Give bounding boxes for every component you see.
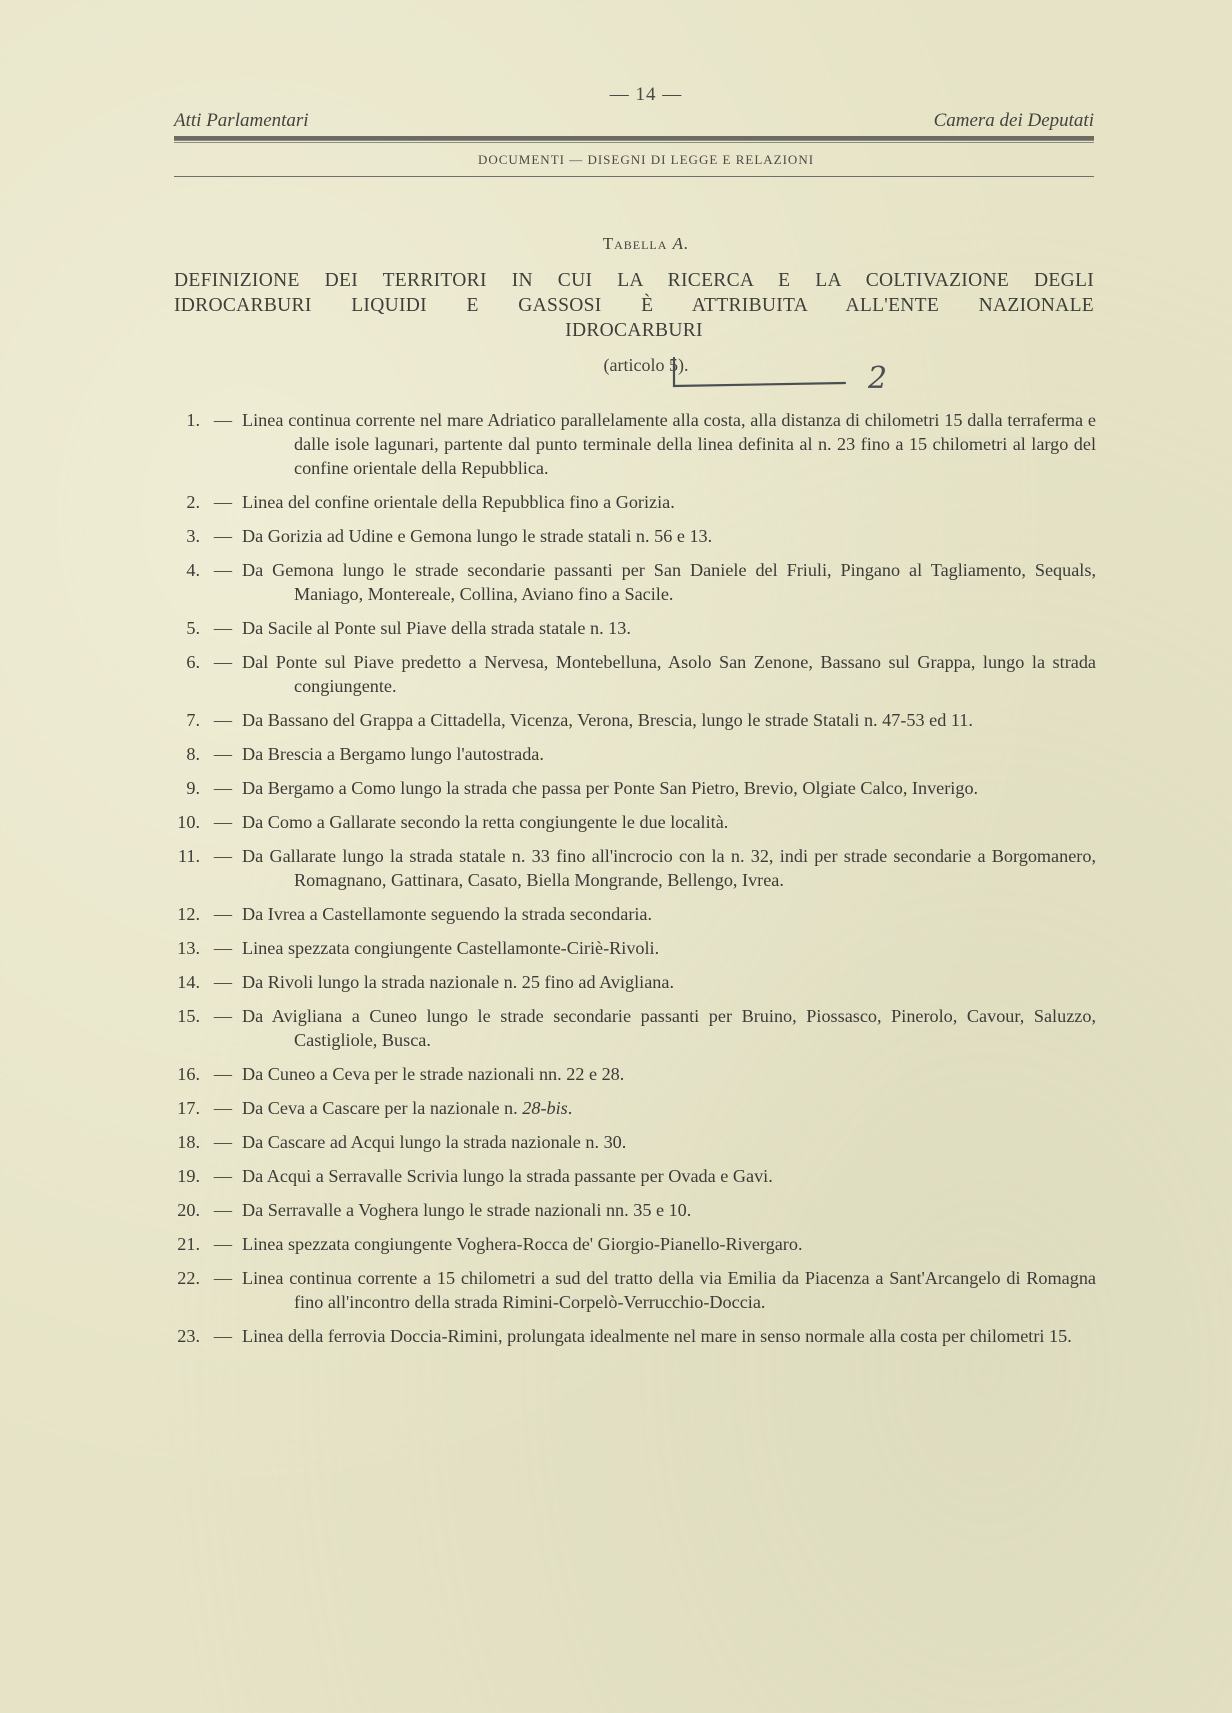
item-number: 14. xyxy=(177,972,200,992)
item-number: 2. xyxy=(186,492,200,512)
item-dash: — xyxy=(213,410,233,430)
handwritten-correction-digit: 2 xyxy=(868,361,888,396)
item-number: 5. xyxy=(186,618,200,638)
item-text xyxy=(242,408,1096,480)
item-dash: — xyxy=(213,812,233,832)
item-dash: — xyxy=(213,846,233,866)
table-label xyxy=(0,234,1232,254)
item-text xyxy=(242,1096,1096,1120)
item-dash: — xyxy=(213,1006,233,1026)
item-text-body: Da Rivoli lungo la strada nazionale n. 25 fino ad Avigliana. xyxy=(242,972,675,992)
list-item xyxy=(168,902,1096,926)
item-text-body: Da Ceva a Cascare per la nazionale n. xyxy=(242,1098,523,1118)
item-text-body: Da Como a Gallarate secondo la retta congiungente le due località. xyxy=(242,812,729,832)
item-dash: — xyxy=(213,778,233,798)
item-number: 1. xyxy=(186,410,200,430)
running-head-left: Atti Parlamentari xyxy=(174,110,309,131)
item-dash: — xyxy=(213,938,233,958)
item-number: 15. xyxy=(177,1006,200,1026)
territory-list xyxy=(168,408,1096,1358)
list-item xyxy=(168,776,1096,800)
item-text-body: Da Serravalle a Voghera lungo le strade nazionali nn. 35 e 10. xyxy=(242,1200,692,1220)
item-text xyxy=(242,810,1096,834)
list-item xyxy=(168,408,1096,480)
list-item xyxy=(168,742,1096,766)
title-line: IDROCARBURI xyxy=(565,320,703,341)
item-number: 4. xyxy=(186,560,200,580)
list-item xyxy=(168,558,1096,606)
item-text xyxy=(242,1164,1096,1188)
item-dash: — xyxy=(213,1064,233,1084)
item-text-body: Da Cascare ad Acqui lungo la strada nazionale n. 30. xyxy=(242,1132,627,1152)
item-text xyxy=(242,708,1096,732)
list-item xyxy=(168,936,1096,960)
item-dash: — xyxy=(213,652,233,672)
list-item xyxy=(168,1004,1096,1052)
item-text-body: Da Ivrea a Castellamonte seguendo la strada secondaria. xyxy=(242,904,653,924)
item-dash: — xyxy=(213,492,233,512)
item-text xyxy=(242,490,1096,514)
list-item xyxy=(168,844,1096,892)
item-number: 3. xyxy=(186,526,200,546)
list-item xyxy=(168,1164,1096,1188)
item-text xyxy=(242,1266,1096,1314)
item-number: 18. xyxy=(177,1132,200,1152)
item-text xyxy=(242,1198,1096,1222)
item-number: 8. xyxy=(186,744,200,764)
item-text-body: Da Brescia a Bergamo lungo l'autostrada. xyxy=(242,744,544,764)
item-text xyxy=(242,936,1096,960)
item-number: 16. xyxy=(177,1064,200,1084)
list-item xyxy=(168,708,1096,732)
list-item xyxy=(168,1062,1096,1086)
item-number: 19. xyxy=(177,1166,200,1186)
item-number: 21. xyxy=(177,1234,200,1254)
item-text xyxy=(242,776,1096,800)
item-text xyxy=(242,1130,1096,1154)
item-text xyxy=(242,1004,1096,1052)
item-dash: — xyxy=(213,1326,233,1346)
table-label-letter: A. xyxy=(672,234,690,253)
running-head-right: Camera dei Deputati xyxy=(933,110,1094,131)
item-text-body: Linea della ferrovia Doccia-Rimini, prolungata idealmente nel mare in senso normale alla costa per chilometri 15. xyxy=(242,1326,1072,1346)
item-text xyxy=(242,650,1096,698)
item-dash: — xyxy=(213,1132,233,1152)
item-text-body: Linea continua corrente nel mare Adriatico parallelamente alla costa, alla distanza di chilometri 15 dalla terraferma e dalle isole lagunari, partente dal punto terminale della linea definita al n. 23 fino a 15 chilometri al largo del confine orientale della Repubblica. xyxy=(242,410,1096,478)
list-item xyxy=(168,810,1096,834)
table-label-prefix: Tabella xyxy=(602,234,668,253)
item-text-body: Da Sacile al Ponte sul Piave della strada statale n. 13. xyxy=(242,618,631,638)
item-text xyxy=(242,1062,1096,1086)
item-dash: — xyxy=(213,744,233,764)
item-dash: — xyxy=(213,1098,233,1118)
item-text-body: Da Gorizia ad Udine e Gemona lungo le strade statali n. 56 e 13. xyxy=(242,526,713,546)
item-text-body: Da Cuneo a Ceva per le strade nazionali nn. 22 e 28. xyxy=(242,1064,625,1084)
header-thin-rule xyxy=(174,176,1094,177)
article-reference: (articolo 5). xyxy=(603,355,689,375)
list-item xyxy=(168,490,1096,514)
item-dash: — xyxy=(213,1268,233,1288)
item-dash: — xyxy=(213,618,233,638)
list-item xyxy=(168,1130,1096,1154)
item-dash: — xyxy=(213,526,233,546)
item-dash: — xyxy=(213,560,233,580)
item-dash: — xyxy=(213,710,233,730)
item-number: 7. xyxy=(186,710,200,730)
item-number: 9. xyxy=(186,778,200,798)
title-line: DEFINIZIONE DEI TERRITORI IN CUI LA RICERCA E LA COLTIVAZIONE DEGLI xyxy=(174,270,1094,291)
item-text-body: Da Acqui a Serravalle Scrivia lungo la strada passante per Ovada e Gavi. xyxy=(242,1166,773,1186)
item-text-italic: 28-bis xyxy=(522,1098,568,1118)
item-text-body: Linea continua corrente a 15 chilometri a sud del tratto della via Emilia da Piacenza a Sant'Arcangelo di Romagna fino all'incontro della strada Rimini-Corpelò-Verrucchio-Doccia. xyxy=(242,1268,1096,1312)
item-text xyxy=(242,1324,1096,1348)
list-item xyxy=(168,1324,1096,1348)
item-number: 6. xyxy=(186,652,200,672)
list-item xyxy=(168,1266,1096,1314)
item-number: 22. xyxy=(177,1268,200,1288)
item-text xyxy=(242,558,1096,606)
item-text xyxy=(242,616,1096,640)
item-text-body: Dal Ponte sul Piave predetto a Nervesa, Montebelluna, Asolo San Zenone, Bassano sul Grappa, lungo la strada congiungente. xyxy=(242,652,1096,696)
item-dash: — xyxy=(213,972,233,992)
item-text-body: Linea spezzata congiungente Castellamonte-Ciriè-Rivoli. xyxy=(242,938,660,958)
handwritten-correction-mark xyxy=(670,356,910,396)
item-text-body: Da Gallarate lungo la strada statale n. 33 fino all'incrocio con la n. 32, indi per strade secondarie a Borgomanero, Romagnano, Gattinara, Casato, Biella Mongrande, Bellengo, Ivrea. xyxy=(242,846,1096,890)
list-item xyxy=(168,616,1096,640)
item-text-body: Linea del confine orientale della Repubblica fino a Gorizia. xyxy=(242,492,675,512)
item-text-body: Da Gemona lungo le strade secondarie passanti per San Daniele del Friuli, Pingano al Tagliamento, Sequals, Maniago, Montereale, Collina, Aviano fino a Sacile. xyxy=(242,560,1096,604)
item-text xyxy=(242,524,1096,548)
item-text xyxy=(242,970,1096,994)
list-item xyxy=(168,1198,1096,1222)
item-dash: — xyxy=(213,1166,233,1186)
item-number: 12. xyxy=(177,904,200,924)
item-text xyxy=(242,1232,1096,1256)
list-item xyxy=(168,970,1096,994)
title-line: IDROCARBURI LIQUIDI E GASSOSI È ATTRIBUITA ALL'ENTE NAZIONALE xyxy=(174,295,1094,316)
item-number: 13. xyxy=(177,938,200,958)
item-text-body: Da Avigliana a Cuneo lungo le strade secondarie passanti per Bruino, Piossasco, Pinerolo, Cavour, Saluzzo, Castigliole, Busca. xyxy=(242,1006,1096,1050)
item-text xyxy=(242,844,1096,892)
item-dash: — xyxy=(213,904,233,924)
table-title xyxy=(174,268,1094,343)
item-text xyxy=(242,902,1096,926)
list-item xyxy=(168,1096,1096,1120)
page-number: — 14 — xyxy=(609,84,683,105)
item-text-body: Da Bergamo a Como lungo la strada che passa per Ponte San Pietro, Brevio, Olgiate Calco, Inverigo. xyxy=(242,778,979,798)
item-number: 10. xyxy=(177,812,200,832)
item-text-body: Linea spezzata congiungente Voghera-Rocca de' Giorgio-Pianello-Rivergaro. xyxy=(242,1234,803,1254)
list-item xyxy=(168,524,1096,548)
item-number: 20. xyxy=(177,1200,200,1220)
item-text xyxy=(242,742,1096,766)
item-number: 11. xyxy=(177,846,200,866)
section-head: DOCUMENTI — DISEGNI DI LEGGE E RELAZIONI xyxy=(477,152,815,167)
item-number: 17. xyxy=(177,1098,200,1118)
item-dash: — xyxy=(213,1234,233,1254)
header-double-rule xyxy=(174,136,1094,141)
list-item xyxy=(168,650,1096,698)
item-dash: — xyxy=(213,1200,233,1220)
item-number: 23. xyxy=(177,1326,200,1346)
item-text-tail: . xyxy=(567,1098,573,1118)
list-item xyxy=(168,1232,1096,1256)
item-text-body: Da Bassano del Grappa a Cittadella, Vicenza, Verona, Brescia, lungo le strade Statali n. 47-53 ed 11. xyxy=(242,710,973,730)
